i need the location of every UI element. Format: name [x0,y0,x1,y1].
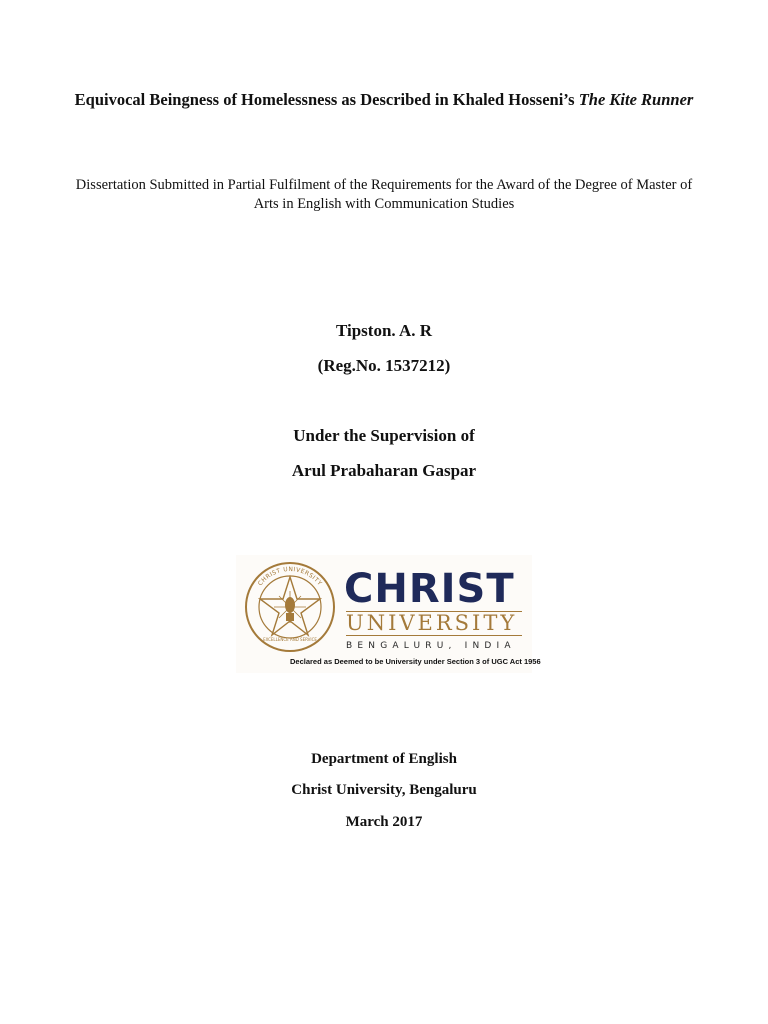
supervision-label: Under the Supervision of [293,426,475,445]
logo-declaration: Declared as Deemed to be University under Section 3 of UGC Act 1956 [290,657,541,666]
department: Department of English [311,751,457,767]
submission-date: March 2017 [345,814,423,830]
author-name: Tipston. A. R [335,321,433,340]
institution: Christ University, Bengaluru [291,782,477,798]
logo-university: UNIVERSITY [346,611,522,636]
dissertation-subtitle: Dissertation Submitted in Partial Fulfilment of the Requirements for the Award of the Degree of Master of Arts in English with Communication Studies [75,177,693,212]
seal-top-text: CHRIST UNIVERSITY [256,565,324,588]
dissertation-title [70,88,698,111]
seal-motto-text: EXCELLENCE AND SERVICE [263,637,317,642]
registration-number: (Reg.No. 1537212) [317,356,451,375]
university-logo [236,555,541,673]
university-seal-icon [244,561,336,653]
title-text: Equivocal Beingness of Homelessness as Described in Khaled Hosseni’s [74,90,579,109]
logo-city: BENGALURU, INDIA [346,641,516,651]
supervisor-name: Arul Prabaharan Gaspar [291,461,477,480]
title-italic: The Kite Runner [578,90,694,109]
logo-wordmark: CHRIST [344,566,515,612]
